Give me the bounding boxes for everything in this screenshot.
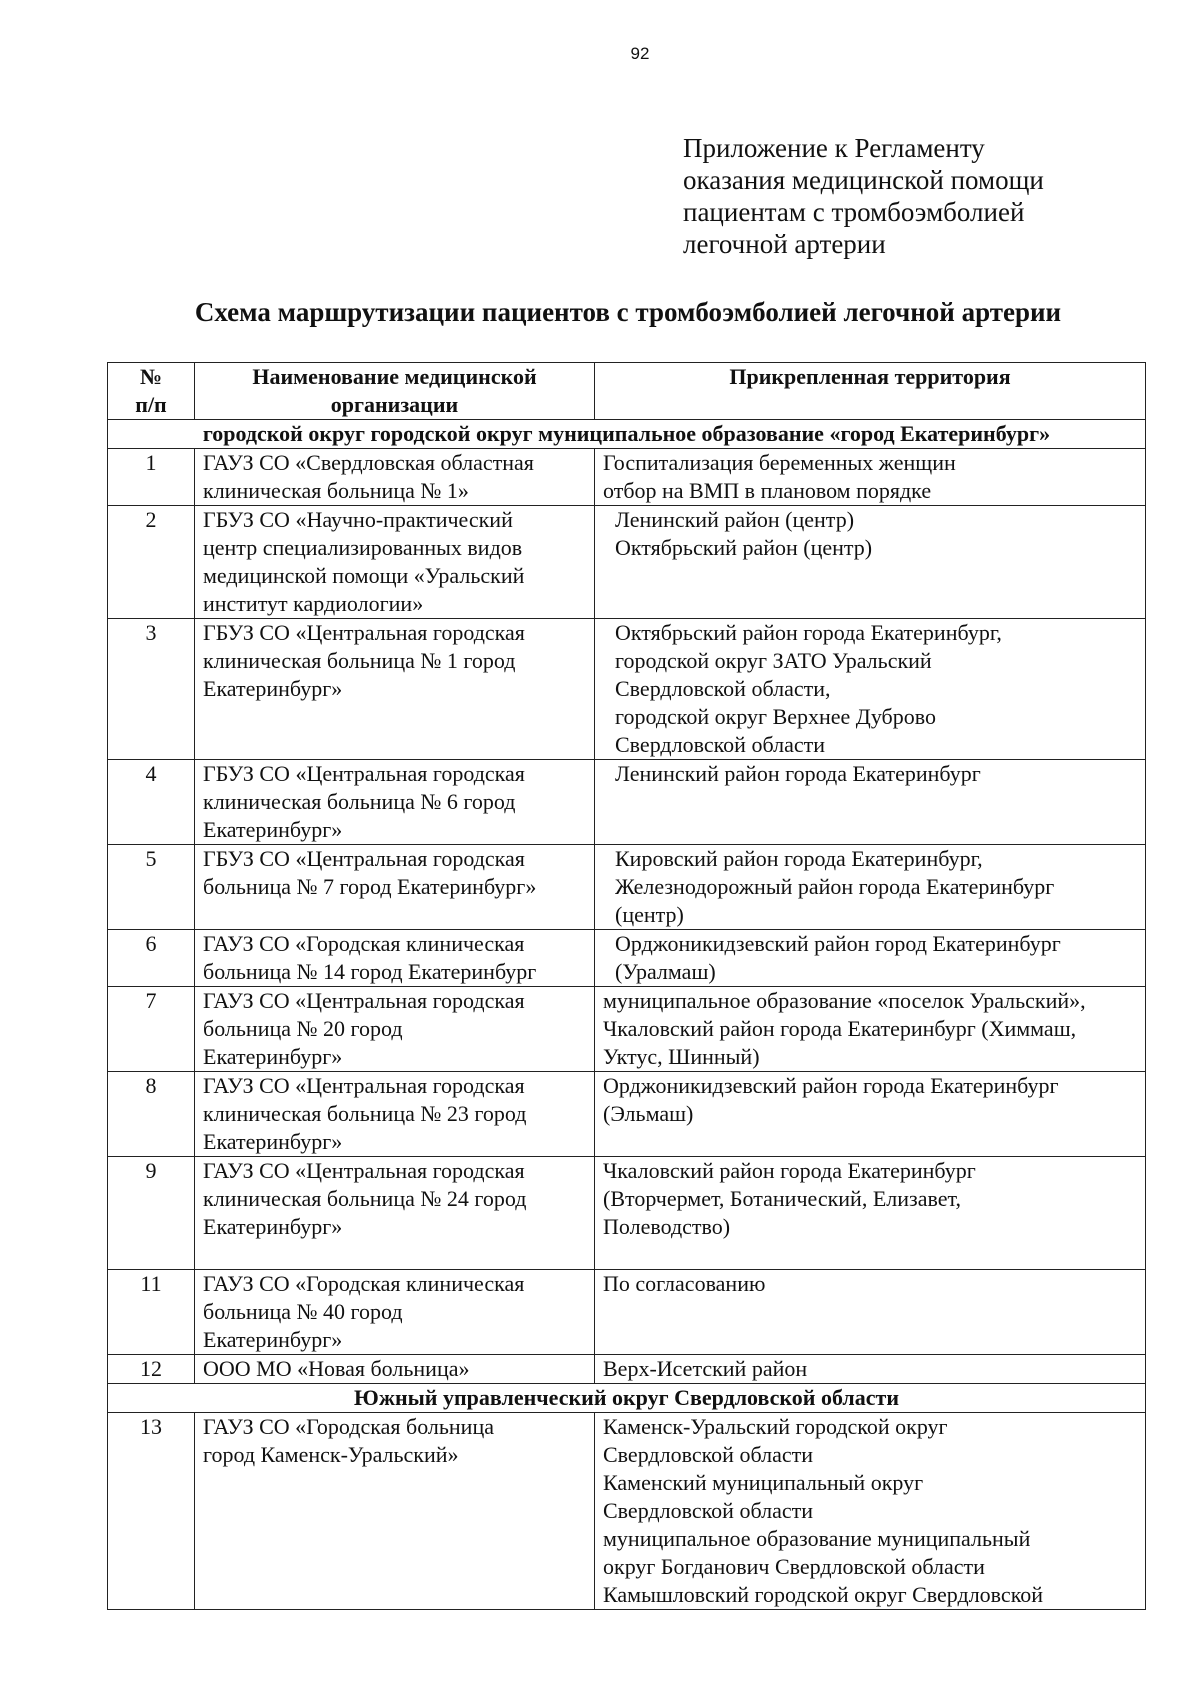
organization-line: ГАУЗ СО «Свердловская областная (203, 450, 534, 475)
row-number: 9 (108, 1157, 195, 1270)
territory-line: (Вторчермет, Ботанический, Елизавет, (603, 1186, 961, 1211)
organization-cell (195, 1072, 595, 1157)
section-title: Южный управленческий округ Свердловской области (108, 1384, 1146, 1413)
organization-line (203, 1241, 586, 1269)
table-row (108, 760, 1146, 845)
organization-line: ГАУЗ СО «Центральная городская (203, 1073, 525, 1098)
organization-line: Екатеринбург» (203, 1129, 343, 1154)
organization-cell (195, 1157, 595, 1270)
row-number: 3 (108, 619, 195, 760)
table-row (108, 845, 1146, 930)
organization-line: ГБУЗ СО «Центральная городская (203, 620, 525, 645)
row-number: 12 (108, 1355, 195, 1384)
territory-line: Чкаловский район города Екатеринбург (603, 1158, 976, 1183)
territory-cell (595, 506, 1146, 619)
organization-cell (195, 619, 595, 760)
territory-cell (595, 987, 1146, 1072)
territory-line: Госпитализация беременных женщин (603, 450, 956, 475)
table-row (108, 930, 1146, 987)
territory-line: Ленинский район города Екатеринбург (615, 761, 981, 786)
organization-cell (195, 987, 595, 1072)
territory-line: Октябрьский район (центр) (615, 535, 873, 560)
header-organization: Наименование медицинской организации (195, 363, 595, 420)
header-territory: Прикрепленная территория (595, 363, 1146, 420)
organization-line: клиническая больница № 1» (203, 478, 469, 503)
territory-line: Ленинский район (центр) (615, 507, 855, 532)
territory-line: Свердловской области (615, 732, 825, 757)
territory-line: Уктус, Шинный) (603, 1044, 760, 1069)
table-row (108, 1355, 1146, 1384)
table-row (108, 1270, 1146, 1355)
territory-line: (центр) (615, 902, 684, 927)
organization-line: Екатеринбург» (203, 817, 343, 842)
table-header-row (108, 363, 1146, 420)
row-number: 7 (108, 987, 195, 1072)
organization-line: больница № 7 город Екатеринбург» (203, 874, 537, 899)
territory-cell (595, 1157, 1146, 1270)
territory-cell (595, 1270, 1146, 1355)
row-number: 4 (108, 760, 195, 845)
organization-line: ГБУЗ СО «Центральная городская (203, 846, 525, 871)
header-number: № п/п (108, 363, 195, 420)
row-number: 5 (108, 845, 195, 930)
territory-line: Орджоникидзевский район город Екатеринбург (615, 931, 1061, 956)
organization-cell (195, 449, 595, 506)
row-number: 2 (108, 506, 195, 619)
territory-cell (595, 1413, 1146, 1610)
section-row (108, 420, 1146, 449)
organization-line: медицинской помощи «Уральский (203, 563, 525, 588)
territory-line: Железнодорожный район города Екатеринбург (615, 874, 1055, 899)
row-number: 1 (108, 449, 195, 506)
territory-line: Орджоникидзевский район города Екатеринбург (603, 1073, 1059, 1098)
territory-cell (595, 449, 1146, 506)
territory-line: По согласованию (603, 1271, 766, 1296)
table-row (108, 987, 1146, 1072)
organization-cell (195, 1355, 595, 1384)
table-row (108, 506, 1146, 619)
organization-cell (195, 1413, 595, 1610)
territory-line: Свердловской области (603, 1498, 813, 1523)
document-title: Схема маршрутизации пациентов с тромбоэмболией легочной артерии (194, 297, 1062, 327)
organization-line: ГБУЗ СО «Научно-практический (203, 507, 513, 532)
page-number: 92 (630, 44, 650, 63)
appendix-note (683, 132, 1123, 260)
organization-cell (195, 845, 595, 930)
organization-line: клиническая больница № 6 город (203, 789, 516, 814)
territory-line: (Эльмаш) (603, 1101, 694, 1126)
table-row (108, 449, 1146, 506)
row-number: 13 (108, 1413, 195, 1610)
territory-cell (595, 760, 1146, 845)
organization-line: больница № 40 город (203, 1299, 403, 1324)
territory-line: Каменский муниципальный округ (603, 1470, 924, 1495)
organization-cell (195, 930, 595, 987)
table-row (108, 1072, 1146, 1157)
organization-cell (195, 506, 595, 619)
territory-cell (595, 619, 1146, 760)
territory-line: Свердловской области (603, 1442, 813, 1467)
organization-line: ООО МО «Новая больница» (203, 1356, 470, 1381)
organization-line: больница № 20 город (203, 1016, 403, 1041)
routing-table (107, 362, 1146, 1610)
organization-line: ГАУЗ СО «Центральная городская (203, 1158, 525, 1183)
organization-cell (195, 1270, 595, 1355)
organization-line: клиническая больница № 24 город (203, 1186, 527, 1211)
row-number: 11 (108, 1270, 195, 1355)
organization-line: Екатеринбург» (203, 1327, 343, 1352)
territory-line: муниципальное образование «поселок Уральский», (603, 988, 1086, 1013)
table-row (108, 1157, 1146, 1270)
section-title: городской округ городской округ муниципальное образование «город Екатеринбург» (108, 420, 1146, 449)
territory-line: муниципальное образование муниципальный (603, 1526, 1031, 1551)
table-row (108, 1413, 1146, 1610)
organization-line: Екатеринбург» (203, 676, 343, 701)
organization-line: Екатеринбург» (203, 1044, 343, 1069)
territory-line: Кировский район города Екатеринбург, (615, 846, 983, 871)
organization-cell (195, 760, 595, 845)
territory-line: городской округ Верхнее Дуброво (615, 704, 936, 729)
organization-line: город Каменск-Уральский» (203, 1442, 459, 1467)
table-body (108, 420, 1146, 1610)
territory-line: Верх-Исетский район (603, 1356, 808, 1381)
territory-line: Каменск-Уральский городской округ (603, 1414, 948, 1439)
territory-line: (Уралмаш) (615, 959, 716, 984)
organization-line: центр специализированных видов (203, 535, 523, 560)
organization-line: ГАУЗ СО «Городская клиническая (203, 931, 525, 956)
appendix-line: легочной артерии (683, 229, 886, 259)
territory-line: Полеводство) (603, 1214, 731, 1239)
territory-line: городской округ ЗАТО Уральский (615, 648, 932, 673)
organization-line: клиническая больница № 1 город (203, 648, 516, 673)
territory-line: округ Богданович Свердловской области (603, 1554, 985, 1579)
organization-line: Екатеринбург» (203, 1214, 343, 1239)
organization-line: ГАУЗ СО «Центральная городская (203, 988, 525, 1013)
appendix-line: пациентам с тромбоэмболией (683, 197, 1025, 227)
organization-line: институт кардиологии» (203, 591, 424, 616)
territory-line: отбор на ВМП в плановом порядке (603, 478, 932, 503)
territory-cell (595, 1072, 1146, 1157)
territory-cell (595, 1355, 1146, 1384)
territory-line: Камышловский городской округ Свердловской (603, 1582, 1044, 1607)
territory-line: Октябрьский район города Екатеринбург, (615, 620, 1002, 645)
territory-cell (595, 845, 1146, 930)
appendix-line: Приложение к Регламенту (683, 133, 985, 163)
row-number: 8 (108, 1072, 195, 1157)
organization-line: больница № 14 город Екатеринбург (203, 959, 537, 984)
appendix-line: оказания медицинской помощи (683, 165, 1044, 195)
section-row (108, 1384, 1146, 1413)
table-row (108, 619, 1146, 760)
organization-line: клиническая больница № 23 город (203, 1101, 527, 1126)
territory-line: Свердловской области, (615, 676, 831, 701)
territory-cell (595, 930, 1146, 987)
row-number: 6 (108, 930, 195, 987)
organization-line: ГБУЗ СО «Центральная городская (203, 761, 525, 786)
territory-line: Чкаловский район города Екатеринбург (Химмаш, (603, 1016, 1077, 1041)
organization-line: ГАУЗ СО «Городская клиническая (203, 1271, 525, 1296)
organization-line: ГАУЗ СО «Городская больница (203, 1414, 494, 1439)
